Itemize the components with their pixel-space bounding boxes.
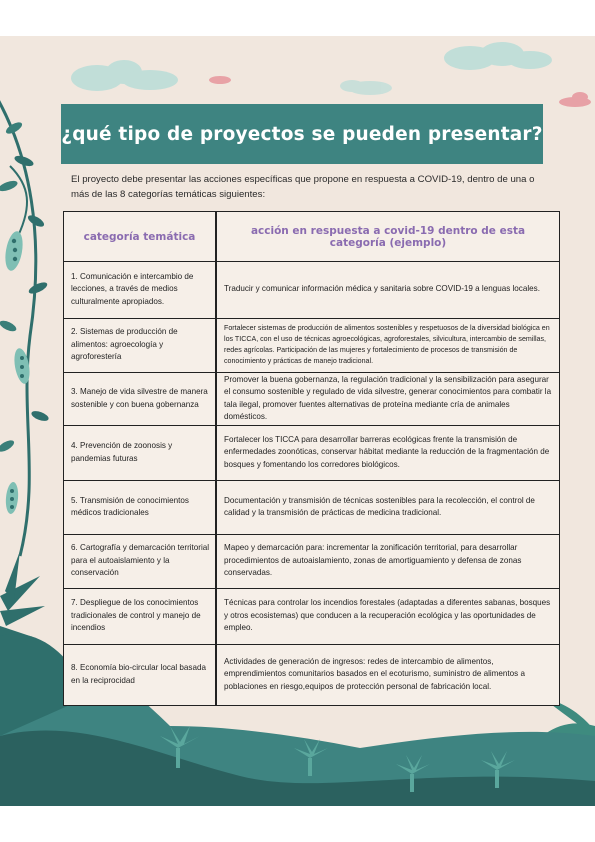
category-cell: 8. Economía bio-circular local basada en la reciprocidad [71, 663, 206, 685]
column-header-action: acción en respuesta a covid-19 dentro de esta categoría (ejemplo) [250, 224, 526, 249]
cloud-icon [340, 80, 392, 95]
table-row [64, 644, 559, 705]
cloud-icon [209, 76, 231, 84]
action-cell: Fortalecer sistemas de producción de alimentos sostenibles y respetuosos de la diversidad biológica en los TICCA, con el uso de técnicas agroecológicas, agroforestales, silvicultura, intercambio de semillas, redes agrícolas. Participación de las mujeres y fortalecimiento de procesos de transmisión de conocimiento y prácticas de manejo tradicional. [224, 324, 550, 365]
category-cell: 6. Cartografía y demarcación territorial para el autoaislamiento y la conservación [71, 543, 210, 578]
category-cell: 3. Manejo de vida silvestre de manera sostenible y con buena gobernanza [71, 387, 208, 409]
action-cell: Fortalecer los TICCA para desarrollar barreras ecológicas frente la transmisión de enfermedades zoonóticas, conservar hábitat mediante la reducción de la fragmentación de bosques y fomentando los corredores biológicos. [224, 434, 550, 469]
table-row [64, 480, 559, 535]
page-title: ¿qué tipo de proyectos se pueden presentar? [61, 123, 543, 145]
category-cell: 4. Prevención de zoonosis y pandemias futuras [71, 441, 173, 463]
table-header [64, 212, 559, 262]
table-row [64, 425, 559, 481]
cloud-icon [444, 42, 552, 70]
category-cell: 2. Sistemas de producción de alimentos: agroecología y agroforestería [71, 327, 178, 362]
category-cell: 5. Transmisión de conocimientos médicos tradicionales [71, 495, 189, 517]
vine-plant-icon [0, 96, 50, 556]
action-cell: Traducir y comunicar información médica y sanitaria sobre COVID-19 a lenguas locales. [224, 284, 540, 294]
category-cell: 1. Comunicación e intercambio de lecciones, a través de medios culturalmente apropiados. [71, 271, 194, 306]
table-row [64, 318, 559, 373]
action-cell: Promover la buena gobernanza, la regulación tradicional y la sensibilización para asegurar el consumo sostenible y regulado de vida silvestre, generar conocimientos para combatir la tala ilegal, promover fuentes alternativas de proteína mediante cría de animales domésticos. [224, 374, 552, 421]
table-row [64, 588, 559, 645]
action-cell: Técnicas para controlar los incendios forestales (adaptadas a diferentes sabanas, bosques y otros ecosistemas) que conducen a la recuperación ecológica y las oportunidades de empleo. [224, 598, 551, 633]
category-cell: 7. Despliegue de los conocimientos tradicionales de control y manejo de incendios [71, 598, 201, 633]
table-row [64, 534, 559, 589]
table-row [64, 261, 559, 319]
cloud-icon [559, 92, 591, 107]
categories-table [63, 211, 560, 706]
cloud-icon [71, 60, 178, 91]
column-header-category: categoría temática [83, 230, 196, 243]
title-banner [61, 104, 543, 164]
action-cell: Actividades de generación de ingresos: redes de intercambio de alimentos, emprendimientos comunitarios basados en el ecoturismo, suministro de alimentos a poblaciones en riesgo,equipos de protección personal de fabricación local. [224, 656, 525, 691]
action-cell: Mapeo y demarcación para: incrementar la zonificación territorial, para desarrollar procedimientos de autoaislamiento, zonas de amortiguamiento y defensa de zonas conservadas. [224, 543, 522, 578]
intro-paragraph: El proyecto debe presentar las acciones específicas que propone en respuesta a COVID-19, dentro de una o más de las 8 categorías temáticas siguientes: [71, 174, 535, 200]
action-cell: Documentación y transmisión de técnicas sostenibles para la recolección, el control de calidad y la transmisión de prácticas de medicina tradicional. [224, 495, 535, 517]
agave-plant-icon [0, 551, 45, 641]
page [0, 36, 595, 806]
table-row [64, 372, 559, 426]
